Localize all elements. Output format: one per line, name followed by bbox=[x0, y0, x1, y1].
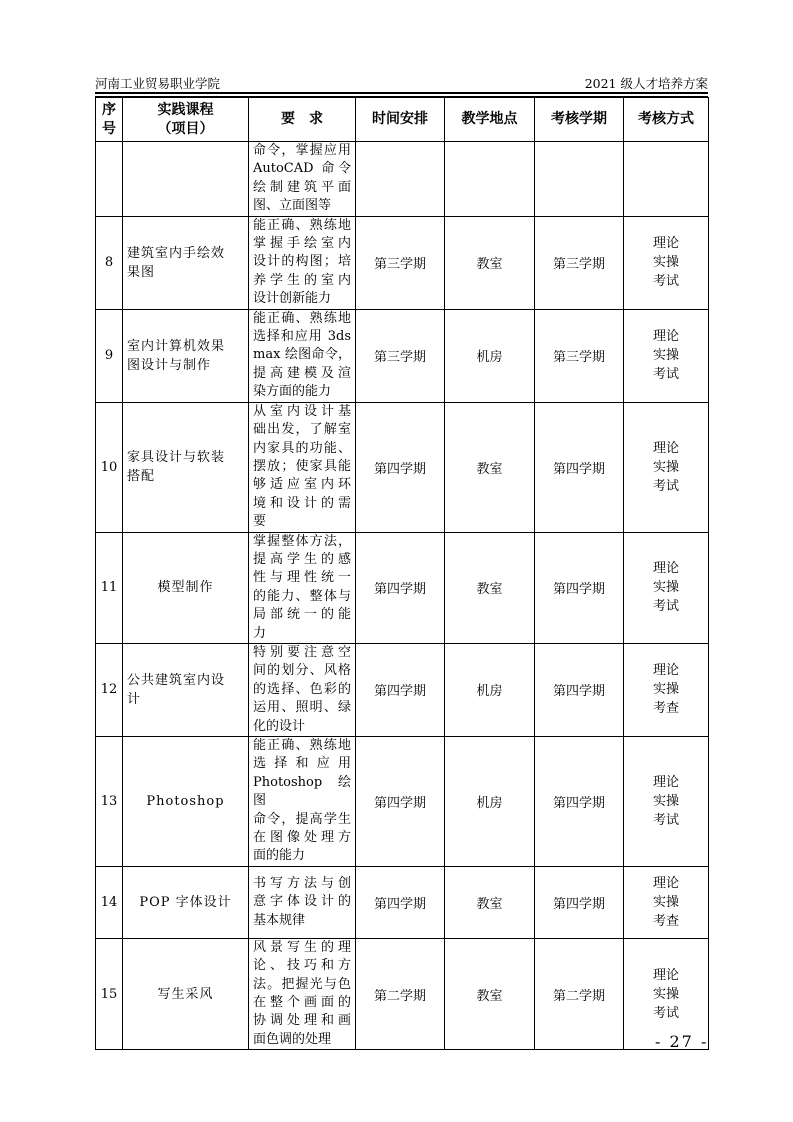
method-line: 考查 bbox=[652, 701, 679, 717]
course-name-line: 家具设计与软装 bbox=[127, 450, 226, 466]
table-row bbox=[96, 402, 709, 532]
cell-method bbox=[624, 866, 709, 938]
table-header-row bbox=[96, 98, 709, 142]
table-body bbox=[96, 142, 709, 1050]
cell-place: 教室 bbox=[445, 532, 535, 643]
cell-method bbox=[624, 643, 709, 736]
requirement-line: 间的划分、风格 bbox=[253, 663, 351, 679]
cell-requirement bbox=[249, 309, 356, 402]
cell-requirement bbox=[249, 643, 356, 736]
cell-method bbox=[624, 532, 709, 643]
method-line: 理论 bbox=[652, 329, 679, 345]
cell-number: 8 bbox=[96, 216, 123, 309]
requirement-line: 设计的构图；培 bbox=[253, 254, 351, 270]
method-line: 考试 bbox=[652, 599, 679, 615]
cell-method bbox=[624, 309, 709, 402]
requirement-line: 命令，提高学生 bbox=[253, 811, 351, 827]
cell-term: 第四学期 bbox=[535, 532, 624, 643]
table-row bbox=[96, 142, 709, 217]
course-name-line: 建筑室内手绘效 bbox=[127, 245, 226, 261]
requirement-line: 图、立面图等 bbox=[253, 198, 332, 214]
cell-number: 14 bbox=[96, 866, 123, 938]
method-line: 实操 bbox=[652, 580, 679, 596]
col-header-course-line: （项目） bbox=[157, 120, 214, 137]
requirement-line: 选择和应用 3ds bbox=[253, 329, 351, 345]
header-rule-thick bbox=[95, 92, 708, 94]
cell-requirement bbox=[249, 142, 356, 217]
cell-method bbox=[624, 737, 709, 867]
course-name-line: 图设计与制作 bbox=[127, 357, 212, 373]
method-line: 理论 bbox=[652, 967, 679, 983]
cell-place: 教室 bbox=[445, 938, 535, 1049]
running-header bbox=[95, 72, 708, 92]
cell-course bbox=[123, 643, 249, 736]
col-header-term: 考核学期 bbox=[535, 98, 624, 142]
requirement-line: 能正确、熟练地 bbox=[253, 738, 351, 753]
course-name-line: 写生采风 bbox=[157, 986, 214, 1002]
cell-course bbox=[123, 402, 249, 532]
method-line: 理论 bbox=[652, 561, 679, 577]
cell-place: 教室 bbox=[445, 402, 535, 532]
cell-course bbox=[123, 216, 249, 309]
method-line: 实操 bbox=[652, 682, 679, 698]
cell-term: 第四学期 bbox=[535, 737, 624, 867]
col-header-requirement: 要 求 bbox=[249, 98, 356, 142]
cell-course bbox=[123, 532, 249, 643]
col-header-time: 时间安排 bbox=[356, 98, 445, 142]
page-number: - 27 - bbox=[655, 1032, 709, 1051]
cell-course bbox=[123, 938, 249, 1049]
table-row bbox=[96, 866, 709, 938]
requirement-line: 绘制建筑平面 bbox=[253, 179, 351, 195]
cell-number: 13 bbox=[96, 737, 123, 867]
cell-term bbox=[535, 142, 624, 217]
cell-term: 第四学期 bbox=[535, 643, 624, 736]
table-row bbox=[96, 309, 709, 402]
cell-place: 机房 bbox=[445, 737, 535, 867]
cell-requirement bbox=[249, 532, 356, 643]
requirement-line: 局部统一的能 bbox=[253, 607, 351, 623]
requirement-line: 面的能力 bbox=[253, 848, 306, 864]
requirement-line: 础出发，了解室 bbox=[253, 422, 351, 438]
course-name-line: 室内计算机效果 bbox=[127, 338, 226, 354]
cell-term: 第四学期 bbox=[535, 866, 624, 938]
requirement-line: AutoCAD 命令 bbox=[253, 161, 351, 177]
cell-requirement bbox=[249, 216, 356, 309]
requirement-line: 提高学生的感 bbox=[253, 551, 351, 567]
requirement-line: 能正确、熟练地 bbox=[253, 217, 351, 233]
cell-time: 第三学期 bbox=[356, 309, 445, 402]
requirement-line: 性与理性统一 bbox=[253, 570, 351, 586]
requirement-line: 能正确、熟练地 bbox=[253, 310, 351, 326]
requirement-line: 命令，掌握应用 bbox=[253, 143, 351, 158]
cell-requirement bbox=[249, 938, 356, 1049]
cell-place: 教室 bbox=[445, 866, 535, 938]
cell-place: 教室 bbox=[445, 216, 535, 309]
requirement-line: max 绘图命令， bbox=[253, 347, 351, 363]
method-line: 考查 bbox=[652, 913, 679, 929]
table-row bbox=[96, 643, 709, 736]
cell-place: 机房 bbox=[445, 643, 535, 736]
method-line: 考试 bbox=[652, 478, 679, 494]
cell-number: 12 bbox=[96, 643, 123, 736]
cell-course bbox=[123, 309, 249, 402]
cell-requirement bbox=[249, 402, 356, 532]
method-line: 实操 bbox=[652, 986, 679, 1002]
requirement-line: 摆放；使家具能 bbox=[253, 458, 351, 474]
requirement-line: 面色调的处理 bbox=[253, 1031, 332, 1047]
header-institution: 河南工业贸易职业学院 bbox=[95, 76, 221, 91]
cell-term: 第二学期 bbox=[535, 938, 624, 1049]
course-name-line: Photoshop bbox=[146, 793, 225, 809]
requirement-line: 协调处理和画 bbox=[253, 1013, 351, 1029]
cell-term: 第四学期 bbox=[535, 402, 624, 532]
requirement-line: 的能力、整体与 bbox=[253, 588, 351, 604]
table-row bbox=[96, 938, 709, 1049]
header-plan-title: 2021 级人才培养方案 bbox=[584, 76, 708, 91]
requirement-line: 选择和应用 bbox=[253, 756, 351, 772]
requirement-line: 力 bbox=[253, 625, 267, 641]
course-name-line: 果图 bbox=[127, 264, 156, 280]
requirement-line: 书写方法与创 bbox=[253, 875, 351, 891]
method-line: 实操 bbox=[652, 793, 679, 809]
col-header-num-line: 序 bbox=[102, 101, 116, 118]
method-line: 理论 bbox=[652, 774, 679, 790]
requirement-line: 境和设计的需 bbox=[253, 495, 351, 511]
cell-requirement bbox=[249, 866, 356, 938]
requirement-line: 意字体设计的 bbox=[253, 894, 351, 910]
cell-time: 第四学期 bbox=[356, 643, 445, 736]
requirement-line: 内家具的功能、 bbox=[253, 440, 351, 456]
requirement-line: 掌握整体方法， bbox=[253, 533, 351, 549]
requirement-line: 提高建模及渲 bbox=[253, 365, 351, 381]
method-line: 实操 bbox=[652, 894, 679, 910]
requirement-line: 掌握手绘室内 bbox=[253, 236, 351, 252]
cell-number: 10 bbox=[96, 402, 123, 532]
cell-requirement bbox=[249, 737, 356, 867]
course-name-line: POP 字体设计 bbox=[139, 894, 232, 910]
method-line: 考试 bbox=[652, 1005, 679, 1021]
cell-number bbox=[96, 142, 123, 217]
requirement-line: 在图像处理方 bbox=[253, 830, 351, 846]
requirement-line: 设计创新能力 bbox=[253, 291, 332, 307]
course-name-line: 公共建筑室内设 bbox=[127, 672, 226, 688]
requirement-line: 运用、照明、绿 bbox=[253, 700, 351, 716]
col-header-place: 教学地点 bbox=[445, 98, 535, 142]
requirement-line: 法。把握光与色 bbox=[253, 976, 351, 992]
method-line: 理论 bbox=[652, 875, 679, 891]
table-row bbox=[96, 532, 709, 643]
col-header-num bbox=[96, 98, 123, 142]
course-name-line: 搭配 bbox=[127, 469, 156, 485]
requirement-line: 够适应室内环 bbox=[253, 477, 351, 493]
col-header-num-line: 号 bbox=[102, 120, 116, 137]
requirement-line: 从室内设计基 bbox=[253, 403, 351, 419]
method-line: 理论 bbox=[652, 663, 679, 679]
cell-time bbox=[356, 142, 445, 217]
cell-course bbox=[123, 142, 249, 217]
requirement-line: 养学生的室内 bbox=[253, 272, 351, 288]
requirement-line: 的选择、色彩的 bbox=[253, 681, 351, 697]
cell-time: 第四学期 bbox=[356, 866, 445, 938]
method-line: 实操 bbox=[652, 459, 679, 475]
requirement-line: 在整个画面的 bbox=[253, 995, 351, 1011]
requirement-line: Photoshop 绘图 bbox=[253, 774, 351, 809]
cell-time: 第四学期 bbox=[356, 737, 445, 867]
table-row bbox=[96, 216, 709, 309]
requirement-line: 风景写生的理 bbox=[253, 939, 351, 955]
method-line: 考试 bbox=[652, 812, 679, 828]
cell-time: 第二学期 bbox=[356, 938, 445, 1049]
cell-number: 11 bbox=[96, 532, 123, 643]
cell-term: 第三学期 bbox=[535, 309, 624, 402]
requirement-line: 基本规律 bbox=[253, 912, 306, 928]
cell-course bbox=[123, 866, 249, 938]
method-line: 考试 bbox=[652, 367, 679, 383]
method-line: 实操 bbox=[652, 255, 679, 271]
method-line: 实操 bbox=[652, 348, 679, 364]
table-row bbox=[96, 737, 709, 867]
cell-place bbox=[445, 142, 535, 217]
cell-course bbox=[123, 737, 249, 867]
cell-method bbox=[624, 216, 709, 309]
requirement-line: 特别要注意空 bbox=[253, 644, 351, 660]
requirement-line: 化的设计 bbox=[253, 718, 306, 734]
cell-method bbox=[624, 402, 709, 532]
col-header-course-line: 实践课程 bbox=[157, 101, 214, 118]
requirement-line: 染方面的能力 bbox=[253, 384, 332, 400]
practice-course-table bbox=[95, 97, 709, 1050]
course-name-line: 计 bbox=[127, 691, 142, 707]
method-line: 考试 bbox=[652, 274, 679, 290]
cell-term: 第三学期 bbox=[535, 216, 624, 309]
col-header-course bbox=[123, 98, 249, 142]
method-line: 理论 bbox=[652, 236, 679, 252]
cell-time: 第四学期 bbox=[356, 402, 445, 532]
col-header-method: 考核方式 bbox=[624, 98, 709, 142]
cell-time: 第四学期 bbox=[356, 532, 445, 643]
cell-time: 第三学期 bbox=[356, 216, 445, 309]
cell-method bbox=[624, 142, 709, 217]
course-name-line: 模型制作 bbox=[157, 580, 214, 596]
method-line: 理论 bbox=[652, 440, 679, 456]
cell-place: 机房 bbox=[445, 309, 535, 402]
cell-number: 9 bbox=[96, 309, 123, 402]
cell-number: 15 bbox=[96, 938, 123, 1049]
requirement-line: 要 bbox=[253, 514, 267, 530]
requirement-line: 论、技巧和方 bbox=[253, 958, 351, 974]
